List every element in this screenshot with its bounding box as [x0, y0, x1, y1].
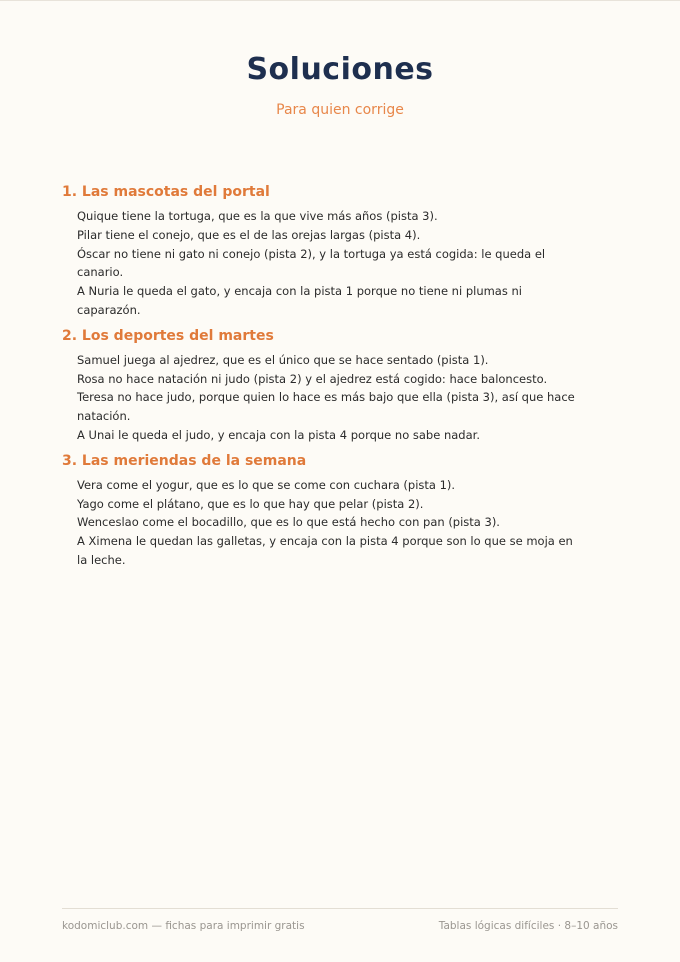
footer-divider	[62, 908, 618, 909]
section-title: 3. Las meriendas de la semana	[62, 452, 307, 469]
section-body	[62, 207, 622, 320]
solution-line: Samuel juega al ajedrez, que es el único que se hace sentado (pista 1).	[77, 352, 489, 367]
solution-section-mascotas	[62, 182, 622, 320]
solution-line: Óscar no tiene ni gato ni conejo (pista 2), y la tortuga ya está cogida: le queda el	[77, 246, 546, 261]
footer-site-text: kodomiclub.com — fichas para imprimir gratis	[62, 920, 305, 932]
page-subtitle: Para quien corrige	[276, 102, 404, 118]
solution-section-meriendas	[62, 451, 622, 570]
solution-line: Yago come el plátano, que es lo que hay que pelar (pista 2).	[77, 496, 424, 511]
solution-line: canario.	[77, 265, 124, 280]
solution-line: A Nuria le queda el gato, y encaja con la pista 1 porque no tiene ni plumas ni	[77, 284, 522, 299]
section-title: 2. Los deportes del martes	[62, 327, 274, 344]
page-title: Soluciones	[246, 52, 434, 87]
solution-line: A Ximena le quedan las galletas, y encaja con la pista 4 porque son lo que se moja en	[77, 534, 573, 549]
solution-line: caparazón.	[77, 302, 141, 317]
solutions-content	[62, 182, 622, 576]
solution-line: Rosa no hace natación ni judo (pista 2) y el ajedrez está cogido: hace baloncesto.	[77, 371, 548, 386]
section-title: 1. Las mascotas del portal	[62, 184, 270, 200]
section-body	[62, 351, 622, 445]
section-body	[62, 476, 622, 570]
solution-line: Quique tiene la tortuga, que es la que vive más años (pista 3).	[77, 209, 438, 223]
solution-line: natación.	[77, 409, 131, 424]
solution-line: Wenceslao come el bocadillo, que es lo que está hecho con pan (pista 3).	[77, 515, 500, 530]
solution-line: Vera come el yogur, que es lo que se come con cuchara (pista 1).	[77, 477, 456, 492]
top-divider	[0, 0, 680, 1]
solution-section-deportes	[62, 326, 622, 445]
solution-line: Teresa no hace judo, porque quien lo hace es más bajo que ella (pista 3), así que hace	[77, 390, 575, 405]
solution-line: Pilar tiene el conejo, que es el de las orejas largas (pista 4).	[77, 227, 421, 242]
footer-series-text: Tablas lógicas difíciles · 8–10 años	[438, 920, 618, 932]
solution-line: la leche.	[77, 552, 126, 567]
solution-line: A Unai le queda el judo, y encaja con la pista 4 porque no sabe nadar.	[77, 427, 480, 442]
